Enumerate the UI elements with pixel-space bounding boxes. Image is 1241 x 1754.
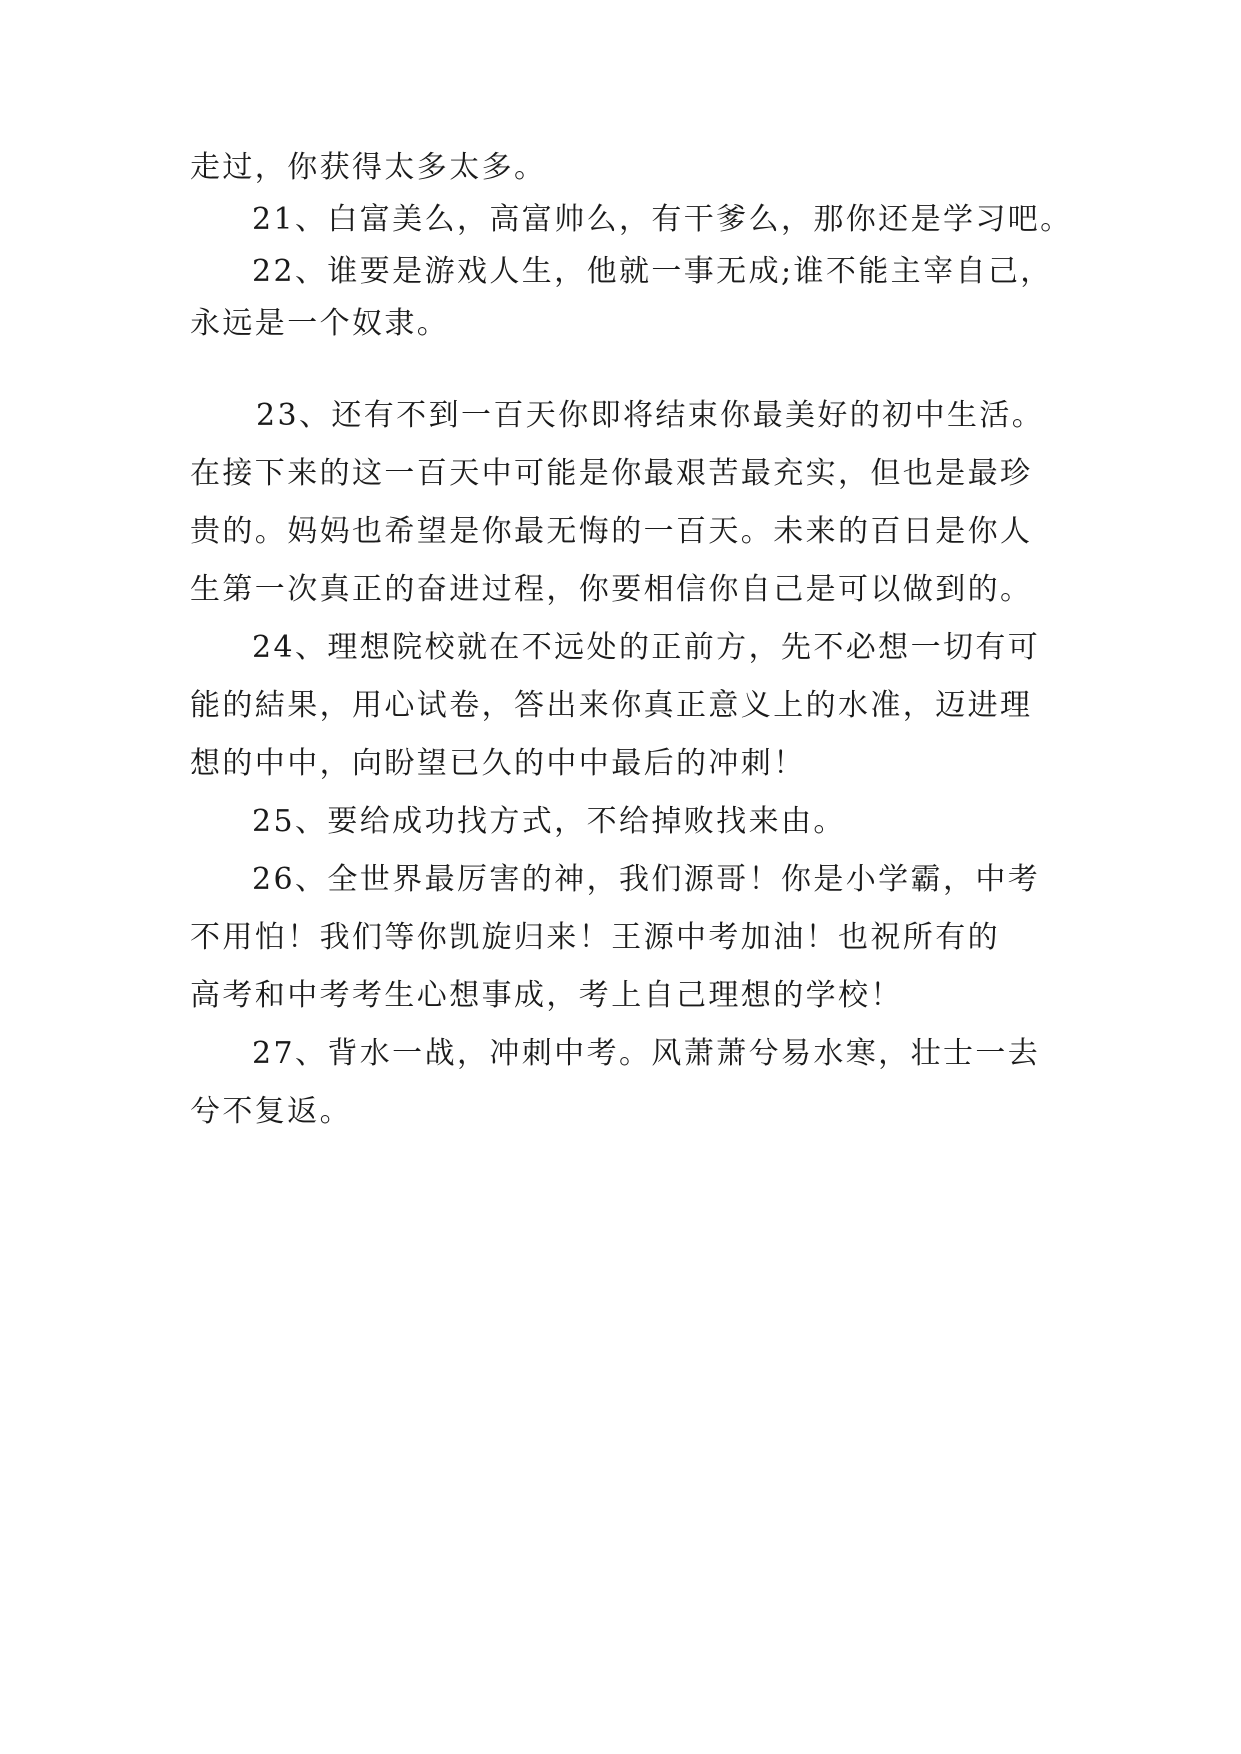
text-line: 想的中中，向盼望已久的中中最后的冲刺！	[190, 746, 806, 781]
text-line: 走过，你获得太多太多。	[190, 150, 547, 185]
text-line: 27、背水一战，冲刺中考。风萧萧兮易水寒，壮士一去	[252, 1036, 1041, 1071]
text-line: 在接下来的这一百天中可能是你最艰苦最充实，但也是最珍	[190, 456, 1033, 491]
text-line: 23、还有不到一百天你即将结束你最美好的初中生活。	[256, 398, 1045, 433]
text-line: 永远是一个奴隶。	[190, 306, 450, 341]
text-line: 21、白富美么，高富帅么，有干爹么，那你还是学习吧。	[252, 202, 1073, 237]
text-line: 贵的。妈妈也希望是你最无悔的一百天。未来的百日是你人	[190, 514, 1033, 549]
text-line: 兮不复返。	[190, 1094, 352, 1129]
text-line: 25、要给成功找方式，不给掉败找来由。	[252, 804, 846, 839]
text-line: 能的結果，用心试卷，答出来你真正意义上的水准，迈进理	[190, 688, 1033, 723]
text-line: 24、理想院校就在不远处的正前方，先不必想一切有可	[252, 630, 1041, 665]
text-line: 不用怕！我们等你凯旋归来！王源中考加油！也祝所有的	[190, 920, 1000, 955]
text-line: 26、全世界最厉害的神，我们源哥！你是小学霸，中考	[252, 862, 1041, 897]
text-line: 高考和中考考生心想事成，考上自己理想的学校！	[190, 978, 903, 1013]
text-line: 22、谁要是游戏人生，他就一事无成;谁不能主宰自己，	[252, 254, 1053, 289]
text-line: 生第一次真正的奋进过程，你要相信你自己是可以做到的。	[190, 572, 1033, 607]
